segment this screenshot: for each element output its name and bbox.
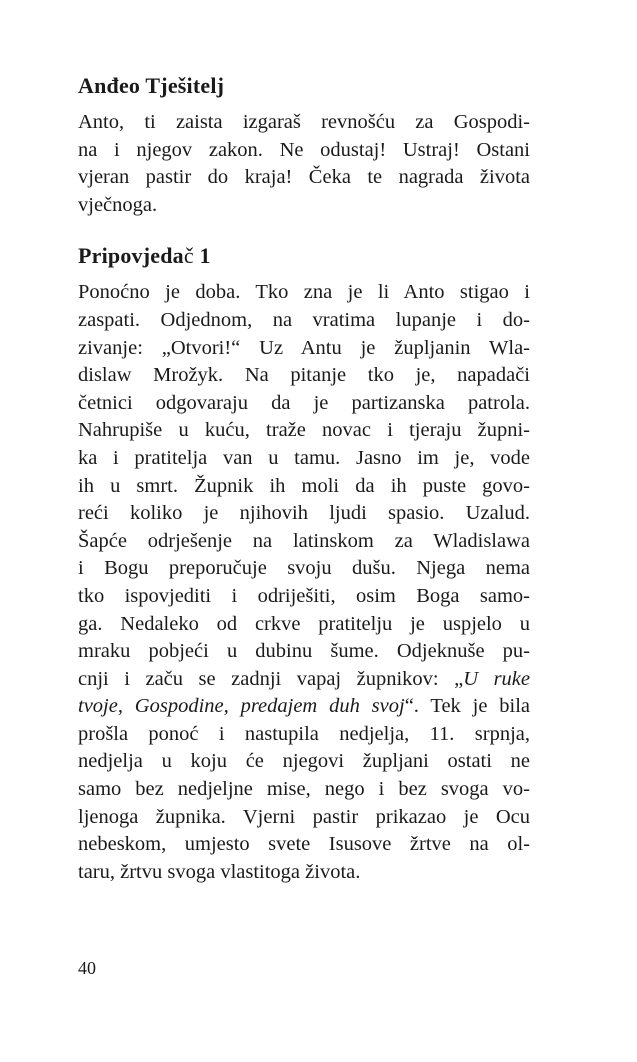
body-text: Nahrupiše u kuću, traže novac i tjeraju župni- — [78, 419, 530, 442]
body-text: samo bez nedjeljne mise, nego i bez svoga vo- — [78, 778, 530, 801]
italic-text: tvoje, Gospodine, predajem duh svoj — [78, 695, 405, 718]
text-line — [78, 831, 530, 859]
text-line — [78, 362, 530, 390]
text-line — [78, 500, 530, 528]
text-line — [78, 109, 530, 137]
body-text: prošla ponoć i nastupila nedjelja, 11. srpnja, — [78, 722, 530, 745]
body-text: “. Tek je bila — [404, 695, 531, 718]
text-line — [78, 748, 530, 776]
paragraph — [78, 279, 530, 886]
text-line — [78, 693, 530, 721]
body-text: tko ispovjediti i odriješiti, osim Boga samo- — [78, 584, 530, 607]
text-line — [78, 164, 530, 192]
text-line — [78, 279, 530, 307]
text-line — [78, 583, 530, 611]
text-line — [78, 804, 530, 832]
text-line — [78, 192, 530, 220]
body-text: Šapće odrješenje na latinskom za Wladislawa — [78, 529, 530, 552]
text-line — [78, 859, 530, 887]
text-line — [78, 611, 530, 639]
body-text: ih u smrt. Župnik ih moli da ih puste govo- — [78, 474, 530, 497]
body-text: vječnoga. — [78, 193, 158, 216]
body-text: Anto, ti zaista izgaraš revnošću za Gospodi- — [78, 111, 530, 133]
text-line — [78, 445, 530, 473]
body-text: zaspati. Odjednom, na vratima lupanje i do- — [78, 308, 530, 331]
body-text: nedjelja u koju će njegovi župljani ostati ne — [78, 750, 530, 773]
body-text: ga. Nedaleko od crkve pratitelju je uspjelo u — [78, 612, 530, 635]
body-text: i Bogu preporučuje svoju dušu. Njega nema — [78, 557, 530, 580]
body-text: taru, žrtvu svoga vlastitoga života. — [78, 860, 361, 883]
text-line — [78, 390, 530, 418]
body-text: vjeran pastir do kraja! Čeka te nagrada života — [78, 166, 530, 189]
section-heading — [78, 241, 530, 271]
body-text: zivanje: „Otvori!“ Uz Antu je župljanin Wla- — [78, 336, 530, 359]
text-line — [78, 417, 530, 445]
italic-text: U ruke — [463, 667, 530, 690]
section-heading — [78, 71, 530, 101]
body-text: četnici odgovaraju da je partizanska patrola. — [78, 391, 530, 414]
text-line — [78, 666, 530, 694]
text-line — [78, 473, 530, 501]
body-text: Ponoćno je doba. Tko zna je li Anto stigao i — [78, 281, 530, 304]
heading-text: Anđeo Tješitelj — [78, 73, 225, 98]
text-line — [78, 721, 530, 749]
body-text: na i njegov zakon. Ne odustaj! Ustraj! Ostani — [78, 138, 530, 161]
paragraph — [78, 109, 530, 219]
text-line — [78, 776, 530, 804]
body-text: nebeskom, umjesto svete Isusove žrtve na ol- — [78, 833, 530, 856]
page-content — [78, 0, 530, 886]
body-text: reći koliko je njihovih ljudi spasio. Uzalud. — [78, 502, 530, 525]
text-line — [78, 335, 530, 363]
heading-text: 1 — [193, 243, 211, 269]
text-line — [78, 528, 530, 556]
text-line — [78, 137, 530, 165]
text-line — [78, 307, 530, 335]
text-line — [78, 638, 530, 666]
body-text: mraku pobjeći u dubinu šume. Odjeknuše pu- — [78, 640, 530, 663]
heading-text: č — [183, 243, 194, 269]
text-line — [78, 555, 530, 583]
page-number: 40 — [78, 958, 96, 978]
body-text: ka i pratitelja van u tamu. Jasno im je, vode — [78, 446, 530, 469]
body-text: ljenoga župnika. Vjerni pastir prikazao je Ocu — [78, 805, 530, 828]
body-text: dislaw Mrožyk. Na pitanje tko je, napadači — [78, 364, 530, 387]
heading-text: Pripovjeda — [78, 243, 184, 269]
body-text: cnji i začu se zadnji vapaj župnikov: „ — [78, 667, 464, 690]
